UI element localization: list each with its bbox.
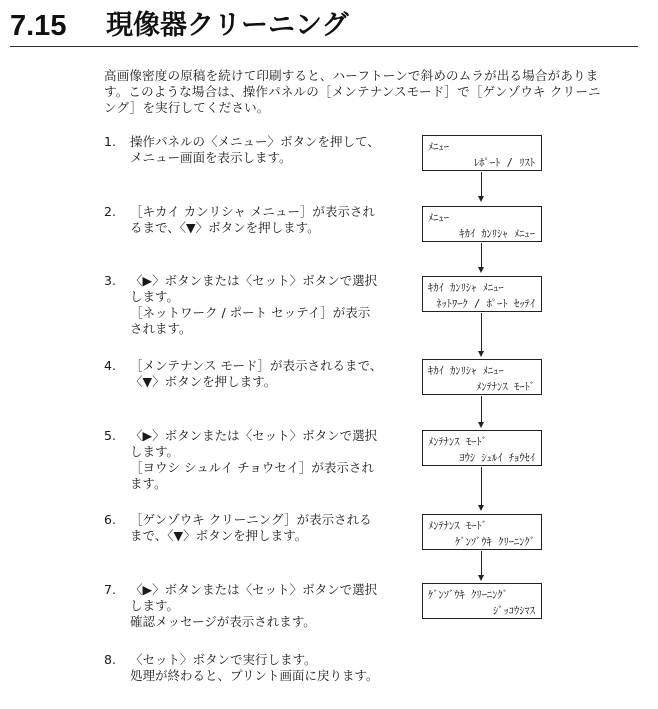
lcd-display xyxy=(422,359,542,395)
step-line: 〈▼〉ボタンを押します。 xyxy=(130,374,277,389)
section-title: 現像器クリーニング xyxy=(106,10,349,41)
step-number: 7. xyxy=(104,582,116,597)
step-text xyxy=(130,134,398,166)
step-number: 6. xyxy=(104,512,116,527)
step-number: 3. xyxy=(104,273,116,288)
lcd-line-1: ﾒﾝﾃﾅﾝｽ ﾓｰﾄﾞ xyxy=(428,436,487,448)
lcd-line-2: ｷｶｲ ｶﾝﾘｼｬ ﾒﾆｭｰ xyxy=(459,228,535,240)
step-line: します。 xyxy=(130,444,180,459)
step-line: ます。 xyxy=(130,476,167,491)
lcd-display xyxy=(422,135,542,171)
step-line: 〈▶〉ボタンまたは〈セット〉ボタンで選択 xyxy=(130,428,378,443)
lcd-line-2: ﾖｳｼ ｼｭﾙｲ ﾁｮｳｾｲ xyxy=(459,452,535,464)
header-divider xyxy=(10,46,638,47)
step-line: 〈▶〉ボタンまたは〈セット〉ボタンで選択 xyxy=(130,582,378,597)
intro-paragraph xyxy=(104,68,638,116)
step-text xyxy=(130,512,398,544)
lcd-line-2: ﾒﾝﾃﾅﾝｽ ﾓｰﾄﾞ xyxy=(476,381,535,393)
step-text xyxy=(130,652,398,684)
step-line: ［キカイ カンリシャ メニュー］が表示され xyxy=(130,204,375,219)
step-line: るまで、〈▼〉ボタンを押します。 xyxy=(130,220,320,235)
flow-arrow-down-icon xyxy=(481,243,483,275)
flow-arrow-down-icon xyxy=(481,467,483,513)
flow-arrow-down-icon xyxy=(481,172,483,204)
lcd-display xyxy=(422,206,542,242)
step-line: まで、〈▼〉ボタンを押します。 xyxy=(130,528,308,543)
lcd-display xyxy=(422,276,542,312)
step-text xyxy=(130,428,398,492)
lcd-display xyxy=(422,430,542,466)
step-text xyxy=(130,273,398,337)
step-number: 4. xyxy=(104,358,116,373)
step-line: します。 xyxy=(130,598,180,613)
intro-line: 高画像密度の原稿を続けて印刷すると、ハーフトーンで斜めのムラが出る場合がありま xyxy=(104,68,599,83)
lcd-line-1: ﾒﾆｭｰ xyxy=(428,141,449,153)
lcd-line-1: ｷｶｲ ｶﾝﾘｼｬ ﾒﾆｭｰ xyxy=(428,365,504,377)
lcd-line-1: ﾒﾝﾃﾅﾝｽ ﾓｰﾄﾞ xyxy=(428,520,487,532)
step-line: ［ヨウシ シュルイ チョウセイ］が表示され xyxy=(130,460,374,475)
step-line: します。 xyxy=(130,289,180,304)
section-number: 7.15 xyxy=(10,10,67,42)
step-line: ［ネットワーク / ポート セッテイ］が表示 xyxy=(130,305,371,320)
step-number: 8. xyxy=(104,652,116,667)
flow-arrow-down-icon xyxy=(481,396,483,430)
lcd-line-1: ｹﾞﾝｿﾞｳｷ ｸﾘｰﾆﾝｸﾞ xyxy=(428,589,508,601)
lcd-line-1: ﾒﾆｭｰ xyxy=(428,212,449,224)
step-text xyxy=(130,358,398,390)
step-line: 〈▶〉ボタンまたは〈セット〉ボタンで選択 xyxy=(130,273,378,288)
intro-line: す。このような場合は、操作パネルの［メンテナンスモード］で［ゲンゾウキ クリーニ xyxy=(104,84,601,99)
step-line: ［ゲンゾウキ クリーニング］が表示される xyxy=(130,512,372,527)
lcd-display xyxy=(422,583,542,619)
step-number: 1. xyxy=(104,134,116,149)
lcd-line-2: ｼﾞｯｺｳｼﾏｽ xyxy=(493,605,535,617)
step-line: ［メンテナンス モード］が表示されるまで、 xyxy=(130,358,383,373)
step-line: されます。 xyxy=(130,321,192,336)
lcd-line-1: ｷｶｲ ｶﾝﾘｼｬ ﾒﾆｭｰ xyxy=(428,282,504,294)
lcd-line-2: ｹﾞﾝｿﾞｳｷ ｸﾘｰﾆﾝｸﾞ xyxy=(455,536,535,548)
step-number: 5. xyxy=(104,428,116,443)
lcd-line-2: ﾚﾎﾟｰﾄ / ﾘｽﾄ xyxy=(474,157,535,169)
flow-arrow-down-icon xyxy=(481,313,483,359)
step-line: 操作パネルの〈メニュー〉ボタンを押して、 xyxy=(130,134,380,149)
step-line: 〈セット〉ボタンで実行します。 xyxy=(130,652,317,667)
section-header xyxy=(10,8,638,48)
step-line: 処理が終わると、プリント画面に戻ります。 xyxy=(130,668,379,683)
intro-line: ング］を実行してください。 xyxy=(104,100,270,115)
lcd-line-2: ﾈｯﾄﾜｰｸ / ﾎﾟｰﾄ ｾｯﾃｲ xyxy=(436,298,535,310)
lcd-display xyxy=(422,514,542,550)
flow-arrow-down-icon xyxy=(481,551,483,583)
step-line: 確認メッセージが表示されます。 xyxy=(130,614,316,629)
step-text xyxy=(130,204,398,236)
step-number: 2. xyxy=(104,204,116,219)
step-text xyxy=(130,582,398,630)
step-line: メニュー画面を表示します。 xyxy=(130,150,292,165)
